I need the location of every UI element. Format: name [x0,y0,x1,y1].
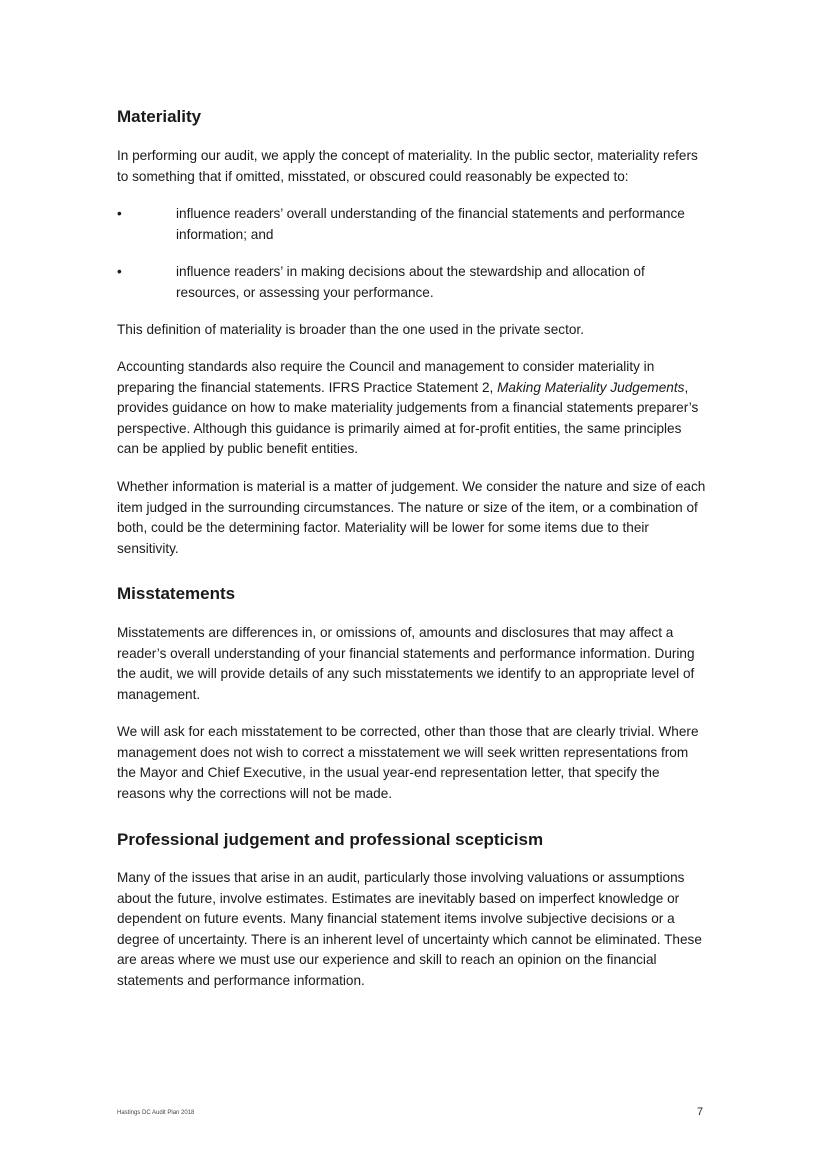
materiality-definition: This definition of materiality is broader than the one used in the private sector. [117,322,584,337]
standards-title-italic: Making Materiality Judgements [497,379,685,395]
materiality-intro: In performing our audit, we apply the concept of materiality. In the public sector, materiality refers to something that if omitted, misstated, or obscured could reasonably be expected to: [117,148,698,184]
misstatements-para-1: Misstatements are differences in, or omissions of, amounts and disclosures that may affect a reader’s overall understanding of your financial statements and performance information. During the audit, we will provide details of any such misstatements we identify to an appropriate level of management. [117,625,695,702]
scepticism-para-1: Many of the issues that arise in an audit, particularly those involving valuations or assumptions about the future, involve estimates. Estimates are inevitably based on imperfect knowledge or dependent on future events. Many financial statement items involve subjective decisions or a degree of uncertainty. There is an inherent level of uncertainty which cannot be eliminated. These are areas where we must use our experience and skill to reach an opinion on the financial statements and performance information. [117,870,702,988]
bullet-text: influence readers’ overall understanding of the financial statements and performance information; and [176,206,685,242]
bullet-text: influence readers’ in making decisions about the stewardship and allocation of resources, or assessing your performance. [176,264,645,300]
heading-scepticism: Professional judgement and professional scepticism [117,830,544,849]
footer-document-title: Hastings DC Audit Plan 2018 [117,1110,195,1116]
misstatements-para-2: We will ask for each misstatement to be corrected, other than those that are clearly trivial. Where management does not wish to correct a misstatement we will seek written representations from the Mayor and Chief Executive, in the usual year-end representation letter, that specify the reasons why the corrections will not be made. [117,724,699,801]
materiality-standards [117,357,707,460]
materiality-judgement: Whether information is material is a matter of judgement. We consider the nature and size of each item judged in the surrounding circumstances. The nature or size of the item, or a combination of both, could be the determining factor. Materiality will be lower for some items due to their sensitivity. [117,479,706,556]
page-number: 7 [697,1106,704,1118]
standards-text-end: , provides guidance on how to make materiality judgements from a financial statements preparer’s perspective. Although this guidance is primarily aimed at for-profit entities, the same principles can be applied by public benefit entities. [117,379,699,457]
heading-misstatements: Misstatements [117,584,236,603]
standards-text-start: Accounting standards also require the Council and management to consider materiality in preparing the financial statements. IFRS Practice Statement 2, [117,359,655,395]
bullet-icon: • [117,206,122,221]
bullet-icon: • [117,264,122,279]
heading-materiality: Materiality [117,107,202,126]
